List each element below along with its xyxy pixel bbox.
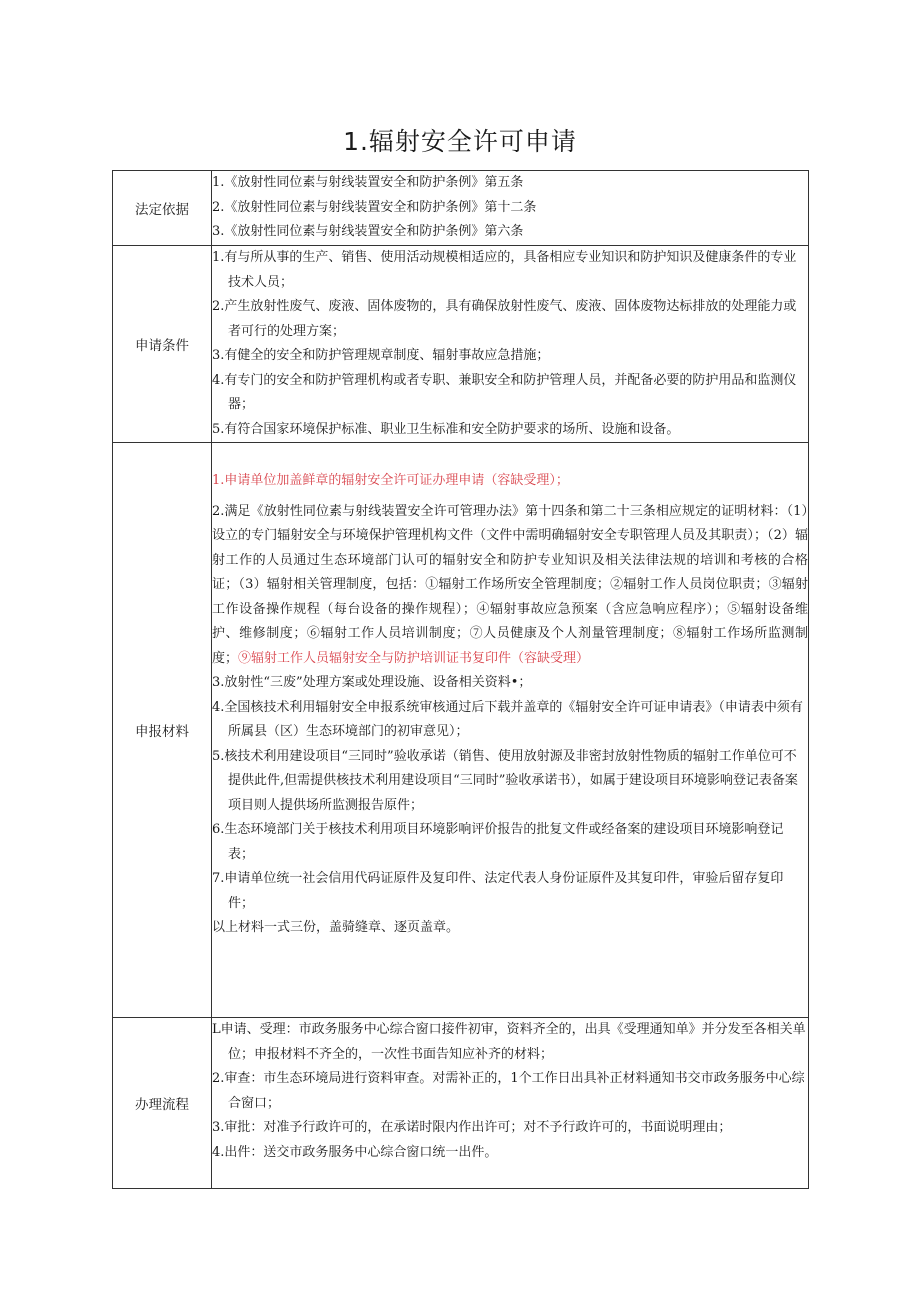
process-item: 4.出件：送交市政务服务中心综合窗口统一出件。 — [212, 1144, 498, 1160]
material-item-1: 1.申请单位加盖鲜章的辐射安全许可证办理申请（容缺受理）； — [212, 473, 569, 488]
process-item: 3.审批：对准予行政许可的，在承诺时限内作出许可；对不予行政许可的，书面说明理由； — [212, 1120, 732, 1135]
material-item: 5.核技术利用建设项目“三同时”验收承诺（销售、使用放射源及非密封放射性物质的辐射工作单位可不提供此件,但需提供核技术利用建设项目“三同时”验收承诺书），如属于建设项目环境影响登记表备案项目则人提供场所监测报告原件； — [212, 748, 798, 813]
legal-basis-item: 3.《放射性同位素与射线装置安全和防护条例》第六条 — [212, 224, 524, 239]
row-materials — [113, 443, 809, 1018]
label-conditions: 申请条件 — [113, 246, 212, 443]
content-conditions — [212, 246, 809, 443]
content-legal-basis — [212, 171, 809, 246]
condition-item: 2.产生放射性废气、废液、固体废物的，具有确保放射性废气、废液、固体废物达标排放的处理能力或者可行的处理方案； — [212, 299, 797, 339]
content-process — [212, 1018, 809, 1189]
material-item: 6.生态环境部门关于核技术利用项目环境影响评价报告的批复文件或经备案的建设项目环境影响登记表； — [212, 822, 784, 862]
process-item: 2.审查：市生态环境局进行资料审查。对需补正的，1个工作日出具补正材料通知书交市政务服务中心综合窗口； — [212, 1071, 805, 1111]
page-title: 1.辐射安全许可申请 — [343, 127, 577, 156]
material-item-2-text: 2.满足《放射性同位素与射线装置安全许可管理办法》第十四条和第二十三条相应规定的证明材料：（1）设立的专门辐射安全与环境保护管理机构文件（文件中需明确辐射安全专职管理人员及其职责）；（2）辐射工作的人员通过生态环境部门认可的辐射安全和防护专业知识及相关法律法规的培训和考核的合格证；（3）辐射相关管理制度，包括：①辐射工作场所安全管理制度；②辐射工作人员岗位职责；③辐射工作设备操作规程（每台设备的操作规程）；④辐射事故应急预案（含应急响应程序）；⑤辐射设备维护、维修制度；⑥辐射工作人员培训制度；⑦人员健康及个人剂量管理制度；⑧辐射工作场所监测制度； — [212, 503, 808, 666]
material-item-2-red: ⑨辐射工作人员辐射安全与防护培训证书复印件（容缺受理） — [238, 650, 590, 666]
label-process: 办理流程 — [113, 1018, 212, 1189]
material-item: 7.申请单位统一社会信用代码证原件及复印件、法定代表人身份证原件及其复印件，审验后留存复印件； — [212, 871, 784, 911]
condition-item: 4.有专门的安全和防护管理机构或者专职、兼职安全和防护管理人员，并配备必要的防护用品和监测仪器； — [212, 372, 797, 412]
content-materials — [212, 443, 809, 1018]
material-item: 3.放射性“三废”处理方案或处理设施、设备相关资料•； — [212, 675, 532, 690]
materials-note: 以上材料一式三份，盖骑缝章、逐页盖章。 — [212, 920, 460, 935]
condition-item: 5.有符合国家环境保护标准、职业卫生标准和安全防护要求的场所、设施和设备。 — [212, 421, 680, 437]
row-legal-basis — [113, 171, 809, 246]
material-item: 4.全国核技术利用辐射安全申报系统审核通过后下载并盖章的《辐射安全许可证申请表》（申请表中须有所属县（区）生态环境部门的初审意见）； — [212, 699, 803, 739]
material-item-2 — [212, 500, 808, 672]
label-legal-basis: 法定依据 — [113, 171, 212, 246]
row-conditions — [113, 246, 809, 443]
legal-basis-item: 2.《放射性同位素与射线装置安全和防护条例》第十二条 — [212, 199, 537, 215]
condition-item: 1.有与所从事的生产、销售、使用活动规模相适应的，具备相应专业知识和防护知识及健康条件的专业技术人员； — [212, 250, 797, 290]
row-process — [113, 1018, 809, 1189]
permit-table — [112, 170, 809, 1189]
process-item: L申请、受理：市政务服务中心综合窗口接件初审，资料齐全的，出具《受理通知单》并分发至各相关单位；申报材料不齐全的，一次性书面告知应补齐的材料； — [212, 1022, 806, 1062]
legal-basis-item: 1.《放射性同位素与射线装置安全和防护条例》第五条 — [212, 175, 524, 190]
label-materials: 申报材料 — [113, 443, 212, 1018]
condition-item: 3.有健全的安全和防护管理规章制度、辐射事故应急措施； — [212, 348, 550, 363]
